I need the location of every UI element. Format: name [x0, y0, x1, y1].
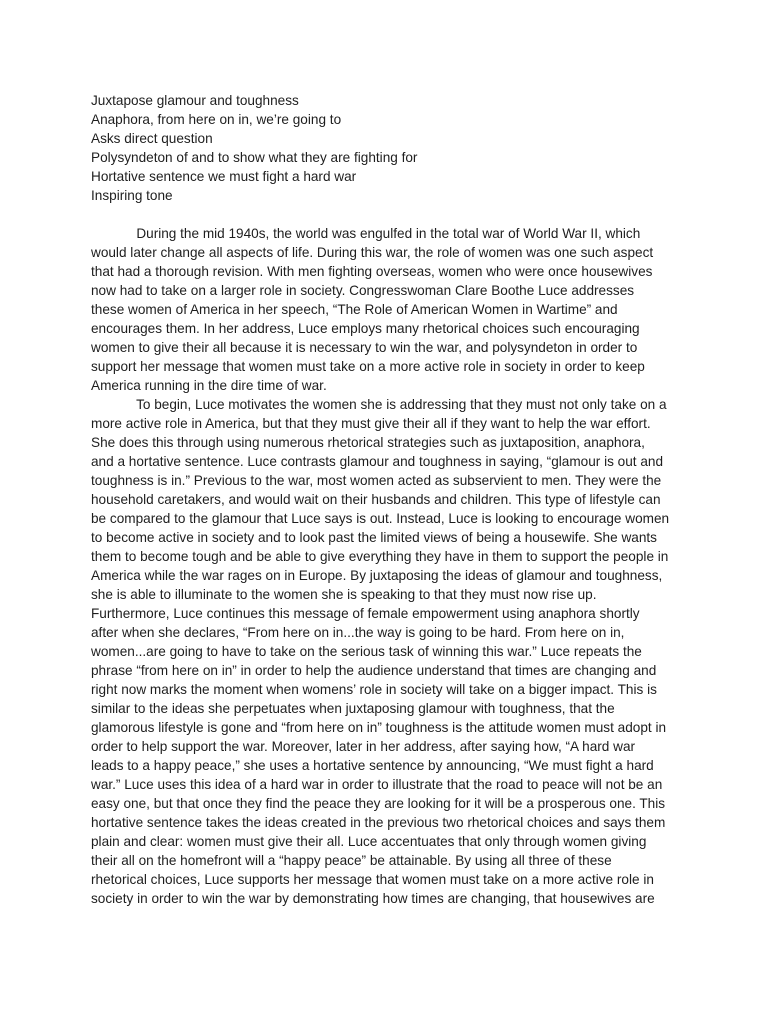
essay-line: war.” Luce uses this idea of a hard war in order to illustrate that the road to peace will not be an — [91, 777, 663, 792]
note-line: Juxtapose glamour and toughness — [91, 93, 299, 108]
essay-line: be compared to the glamour that Luce says is out. Instead, Luce is looking to encourage women — [91, 511, 670, 526]
essay-line: women...are going to have to take on the serious task of winning this war.” Luce repeats the — [91, 644, 642, 659]
essay-line: to become active in society and to look past the limited views of being a housewife. She wants — [91, 530, 657, 545]
essay-line: after when she declares, “From here on in...the way is going to be hard. From here on in, — [91, 625, 625, 640]
essay-line: rhetorical choices, Luce supports her message that women must take on a more active role in — [91, 872, 654, 887]
annotation-notes — [91, 91, 691, 205]
essay-line: During the mid 1940s, the world was engulfed in the total war of World War II, which — [91, 226, 641, 241]
essay-line: now had to take on a larger role in society. Congresswoman Clare Boothe Luce addresses — [91, 283, 635, 298]
essay-line: right now marks the moment when womens’ role in society will take on a bigger impact. This is — [91, 682, 657, 697]
essay-line: would later change all aspects of life. During this war, the role of women was one such aspect — [91, 245, 654, 260]
essay-line: Furthermore, Luce continues this message of female empowerment using anaphora shortly — [91, 606, 640, 621]
essay-line: To begin, Luce motivates the women she is addressing that they must not only take on a — [91, 397, 667, 412]
essay-line: that had a thorough revision. With men fighting overseas, women who were once housewives — [91, 264, 653, 279]
essay-line: support her message that women must take on a more active role in society in order to keep — [91, 359, 645, 374]
essay-line: She does this through using numerous rhetorical strategies such as juxtaposition, anaphora, — [91, 435, 645, 450]
essay-line: their all on the homefront will a “happy peace” be attainable. By using all three of these — [91, 853, 612, 868]
blank-line — [91, 205, 691, 224]
note-line: Inspiring tone — [91, 188, 173, 203]
essay-line: similar to the ideas she perpetuates when juxtaposing glamour with toughness, that the — [91, 701, 615, 716]
essay-body — [91, 224, 691, 908]
note-line: Hortative sentence we must fight a hard war — [91, 169, 357, 184]
essay-line: easy one, but that once they find the peace they are looking for it will be a prosperous one. This — [91, 796, 666, 811]
essay-line: toughness is in.” Previous to the war, most women acted as subservient to men. They were the — [91, 473, 662, 488]
essay-line: society in order to win the war by demonstrating how times are changing, that housewives are — [91, 891, 655, 906]
essay-line: America running in the dire time of war. — [91, 378, 327, 393]
essay-line: plain and clear: women must give their all. Luce accentuates that only through women giving — [91, 834, 647, 849]
note-line: Anaphora, from here on in, we’re going to — [91, 112, 342, 127]
essay-line: women to give their all because it is necessary to win the war, and polysyndeton in order to — [91, 340, 638, 355]
essay-line: phrase “from here on in” in order to help the audience understand that times are changing and — [91, 663, 657, 678]
essay-line: she is able to illuminate to the women she is speaking to that they must now rise up. — [91, 587, 597, 602]
essay-line: hortative sentence takes the ideas created in the previous two rhetorical choices and says them — [91, 815, 666, 830]
essay-line: encourages them. In her address, Luce employs many rhetorical choices such encouraging — [91, 321, 640, 336]
essay-line: more active role in America, but that they must give their all if they want to help the war effort. — [91, 416, 651, 431]
essay-line: household caretakers, and would wait on their husbands and children. This type of lifestyle can — [91, 492, 661, 507]
essay-line: order to help support the war. Moreover, later in her address, after saying how, “A hard war — [91, 739, 636, 754]
note-line: Polysyndeton of and to show what they are fighting for — [91, 150, 418, 165]
note-line: Asks direct question — [91, 131, 213, 146]
essay-line: glamorous lifestyle is gone and “from here on in” toughness is the attitude women must adopt in — [91, 720, 667, 735]
essay-line: and a hortative sentence. Luce contrasts glamour and toughness in saying, “glamour is out and — [91, 454, 664, 469]
document-text — [91, 91, 691, 908]
essay-line: leads to a happy peace,” she uses a hortative sentence by announcing, “We must fight a hard — [91, 758, 654, 773]
essay-line: these women of America in her speech, “The Role of American Women in Wartime” and — [91, 302, 618, 317]
essay-line: them to become tough and be able to give everything they have in them to support the people in — [91, 549, 669, 564]
essay-line: America while the war rages on in Europe. By juxtaposing the ideas of glamour and toughness, — [91, 568, 663, 583]
